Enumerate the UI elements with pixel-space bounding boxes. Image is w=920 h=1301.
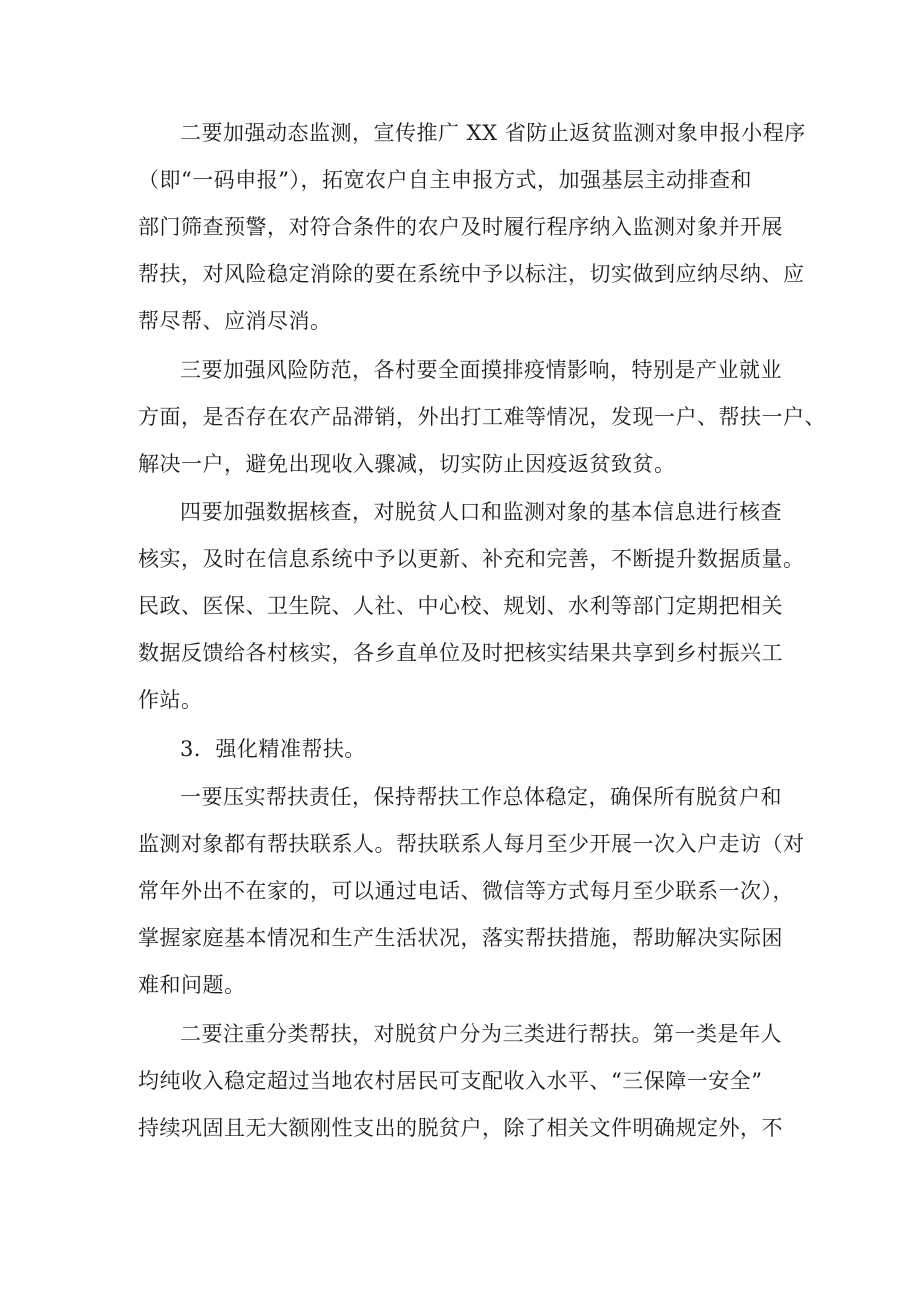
paragraph-line: 三要加强风险防范，各村要全面摸排疫情影响，特别是产业就业: [180, 358, 782, 382]
paragraph-line: 解决一户，避免出现收入骤减，切实防止因疫返贫致贫。: [138, 452, 676, 476]
section-heading: 3．强化精准帮扶。: [180, 737, 366, 761]
paragraph-line: 常年外出不在家的，可以通过电话、微信等方式每月至少联系一次），: [138, 879, 794, 903]
paragraph-line: 监测对象都有帮扶联系人。帮扶联系人每月至少开展一次入户走访（对: [138, 832, 805, 856]
paragraph-line: 一要压实帮扶责任，保持帮扶工作总体稳定，确保所有脱贫户和: [180, 785, 782, 809]
paragraph-line: 难和问题。: [138, 973, 246, 997]
paragraph-line: 帮扶，对风险稳定消除的要在系统中予以标注，切实做到应纳尽纳、应: [138, 262, 805, 286]
paragraph-line: 帮尽帮、应消尽消。: [138, 309, 332, 333]
paragraph-line: 二要加强动态监测，宣传推广 XX 省防止返贫监测对象申报小程序: [180, 121, 806, 145]
paragraph-line: 数据反馈给各村核实，各乡直单位及时把核实结果共享到乡村振兴工: [138, 641, 783, 665]
paragraph-line: 掌握家庭基本情况和生产生活状况，落实帮扶措施，帮助解决实际困: [138, 926, 783, 950]
paragraph-line: 核实，及时在信息系统中予以更新、补充和完善，不断提升数据质量。: [138, 547, 805, 571]
paragraph-line: 方面，是否存在农产品滞销，外出打工难等情况，发现一户、帮扶一户、: [138, 405, 826, 429]
paragraph-line: 四要加强数据核查，对脱贫人口和监测对象的基本信息进行核查: [180, 500, 782, 524]
paragraph-line: 民政、医保、卫生院、人社、中心校、规划、水利等部门定期把相关: [138, 594, 783, 618]
paragraph-line: （即“一码申报”），拓宽农户自主申报方式，加强基层主动排查和: [138, 168, 752, 192]
paragraph-line: 作站。: [138, 688, 203, 712]
paragraph-line: 持续巩固且无大额刚性支出的脱贫户，除了相关文件明确规定外，不: [138, 1116, 783, 1140]
paragraph-line: 部门筛查预警，对符合条件的农户及时履行程序纳入监测对象并开展: [138, 215, 783, 239]
paragraph-line: 均纯收入稳定超过当地农村居民可支配收入水平、“三保障一安全”: [138, 1069, 763, 1093]
paragraph-line: 二要注重分类帮扶，对脱贫户分为三类进行帮扶。第一类是年人: [180, 1022, 782, 1046]
